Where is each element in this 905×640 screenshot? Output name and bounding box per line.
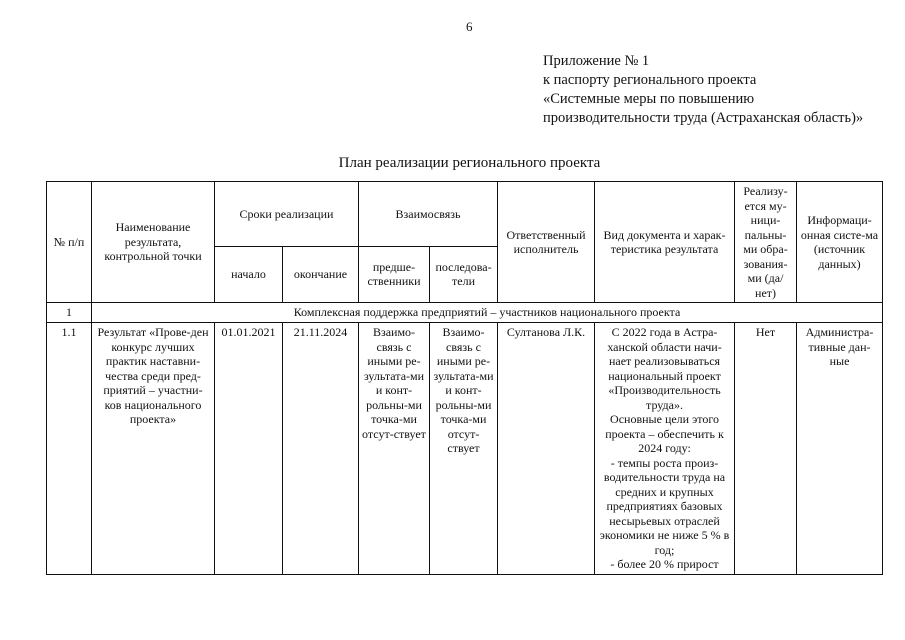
row-municipal: Нет xyxy=(735,323,797,575)
plan-table xyxy=(46,181,883,575)
header-relation: Взаимосвязь xyxy=(359,182,498,247)
section-num: 1 xyxy=(47,303,92,323)
appendix-line-3: «Системные меры по повышению xyxy=(543,91,755,107)
section-row xyxy=(47,303,883,323)
row-doc-type: С 2022 года в Астра-ханской области начи-нает реализовываться национальный проект «Производительность труда». Основные цели этого проекта – обеспечить к 2024 году: - темпы роста произ-водительности труда на средних и крупных предприятиях базовых несырьевых отраслей экономики не ниже 5 % в год; - более 20 % прирост xyxy=(595,323,735,575)
table-row xyxy=(47,323,883,575)
header-info-system: Информаци-онная систе-ма (источник данных) xyxy=(797,182,883,303)
appendix-line-1: Приложение № 1 xyxy=(543,53,650,69)
section-title: Комплексная поддержка предприятий – участников национального проекта xyxy=(92,303,883,323)
row-num: 1.1 xyxy=(47,323,92,575)
header-executor: Ответственный исполнитель xyxy=(498,182,595,303)
appendix-line-2: к паспорту регионального проекта xyxy=(543,72,757,88)
row-followers: Взаимо-связь с иными ре-зультата-ми и конт-рольны-ми точка-ми отсут-ствует xyxy=(430,323,498,575)
page-number: 6 xyxy=(466,19,473,34)
row-info-system: Администра-тивные дан-ные xyxy=(797,323,883,575)
header-num: № п/п xyxy=(47,182,92,303)
plan-title: План реализации регионального проекта xyxy=(338,155,601,171)
row-end: 21.11.2024 xyxy=(283,323,359,575)
row-executor: Султанова Л.К. xyxy=(498,323,595,575)
row-name: Результат «Прове-ден конкурс лучших практик наставни-чества среди пред-приятий – участни-ков национального проекта» xyxy=(92,323,215,575)
row-start: 01.01.2021 xyxy=(215,323,283,575)
appendix-line-4: производительности труда (Астраханская область)» xyxy=(543,110,864,126)
header-doc-type: Вид документа и харак-теристика результата xyxy=(595,182,735,303)
header-terms: Сроки реализации xyxy=(215,182,359,247)
header-name: Наименование результата, контрольной точки xyxy=(92,182,215,303)
header-end: окончание xyxy=(283,246,359,302)
header-predecessors: предше-ственники xyxy=(359,246,430,302)
header-start: начало xyxy=(215,246,283,302)
row-predecessors: Взаимо-связь с иными ре-зультата-ми и конт-рольны-ми точка-ми отсут-ствует xyxy=(359,323,430,575)
header-municipal: Реализу-ется му-ници-пальны-ми обра-зования-ми (да/нет) xyxy=(735,182,797,303)
appendix-header xyxy=(543,52,863,128)
header-followers: последова-тели xyxy=(430,246,498,302)
